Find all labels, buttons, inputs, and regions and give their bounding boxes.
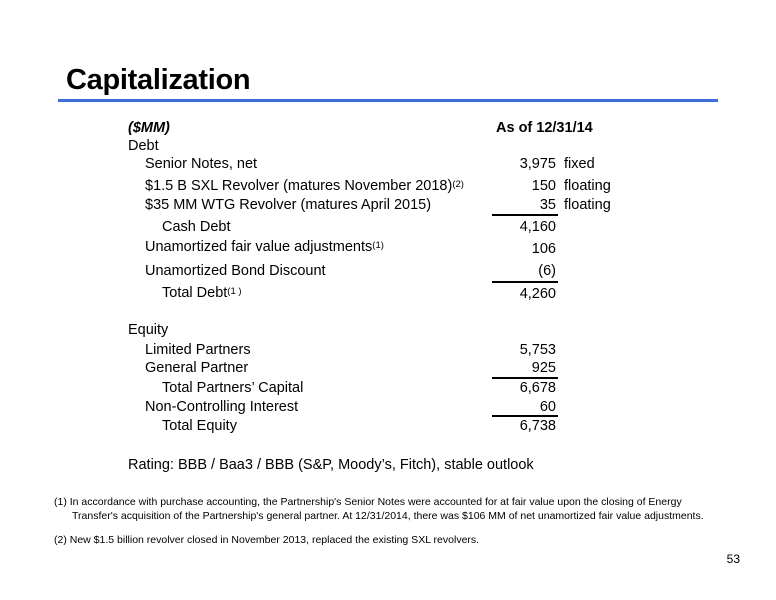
debt-heading: Debt bbox=[128, 138, 159, 154]
unamortized-fv-footnote-ref: (1) bbox=[372, 240, 384, 251]
sxl-revolver-value: 150 bbox=[531, 178, 556, 194]
total-partners-capital-value: 6,678 bbox=[519, 380, 556, 396]
footnote-1-line-1: (1) In accordance with purchase accounting, the Partnership's Senior Notes were accounted for at fair value upon the closing of Energy bbox=[54, 496, 682, 508]
cash-debt-value: 4,160 bbox=[519, 219, 556, 235]
limited-partners-value: 5,753 bbox=[519, 342, 556, 358]
total-partners-capital-label: Total Partners’ Capital bbox=[162, 380, 304, 396]
unamortized-fv-label bbox=[145, 239, 384, 256]
total-debt-rule bbox=[492, 281, 558, 283]
total-equity-rule bbox=[492, 415, 558, 417]
page-title: Capitalization bbox=[66, 64, 251, 96]
footnote-2: (2) New $1.5 billion revolver closed in November 2013, replaced the existing SXL revolvers. bbox=[54, 534, 480, 546]
sxl-revolver-text: $1.5 B SXL Revolver (matures November 2018) bbox=[145, 178, 453, 194]
total-debt-footnote-ref: (1 ) bbox=[227, 286, 242, 297]
total-equity-value: 6,738 bbox=[519, 418, 556, 434]
units-header: ($MM) bbox=[128, 120, 170, 136]
total-debt-value: 4,260 bbox=[519, 286, 556, 302]
page-number: 53 bbox=[726, 552, 740, 566]
title-underline bbox=[58, 99, 718, 102]
sxl-revolver-footnote-ref: (2) bbox=[452, 179, 464, 190]
senior-notes-label: Senior Notes, net bbox=[145, 156, 258, 172]
unamortized-bd-label: Unamortized Bond Discount bbox=[145, 263, 326, 279]
equity-heading: Equity bbox=[128, 322, 169, 338]
senior-notes-rate: fixed bbox=[564, 156, 595, 172]
total-debt-label bbox=[162, 285, 242, 302]
wtg-revolver-value: 35 bbox=[539, 197, 556, 213]
footnote-1-line-2: Transfer's acquisition of the Partnership's general partner. At 12/31/2014, there was $106 MM of net unamortized fair value adjustments. bbox=[72, 510, 704, 522]
senior-notes-value: 3,975 bbox=[519, 156, 556, 172]
general-partner-label: General Partner bbox=[145, 360, 249, 376]
unamortized-bd-value: (6) bbox=[538, 263, 556, 279]
sxl-revolver-label bbox=[145, 178, 464, 195]
cash-debt-label: Cash Debt bbox=[162, 219, 231, 235]
unamortized-fv-text: Unamortized fair value adjustments bbox=[145, 239, 373, 255]
partners-capital-rule bbox=[492, 377, 558, 379]
non-controlling-value: 60 bbox=[539, 399, 556, 415]
wtg-revolver-rate: floating bbox=[564, 197, 611, 213]
as-of-header: As of 12/31/14 bbox=[496, 120, 593, 136]
total-debt-text: Total Debt bbox=[162, 285, 228, 301]
limited-partners-label: Limited Partners bbox=[145, 342, 251, 358]
unamortized-fv-value: 106 bbox=[531, 241, 556, 257]
non-controlling-label: Non-Controlling Interest bbox=[145, 399, 299, 415]
total-equity-label: Total Equity bbox=[162, 418, 237, 434]
subtotal-rule bbox=[492, 214, 558, 216]
wtg-revolver-label: $35 MM WTG Revolver (matures April 2015) bbox=[145, 197, 432, 213]
general-partner-value: 925 bbox=[531, 360, 556, 376]
credit-rating: Rating: BBB / Baa3 / BBB (S&P, Moody’s, Fitch), stable outlook bbox=[128, 457, 534, 473]
sxl-revolver-rate: floating bbox=[564, 178, 611, 194]
